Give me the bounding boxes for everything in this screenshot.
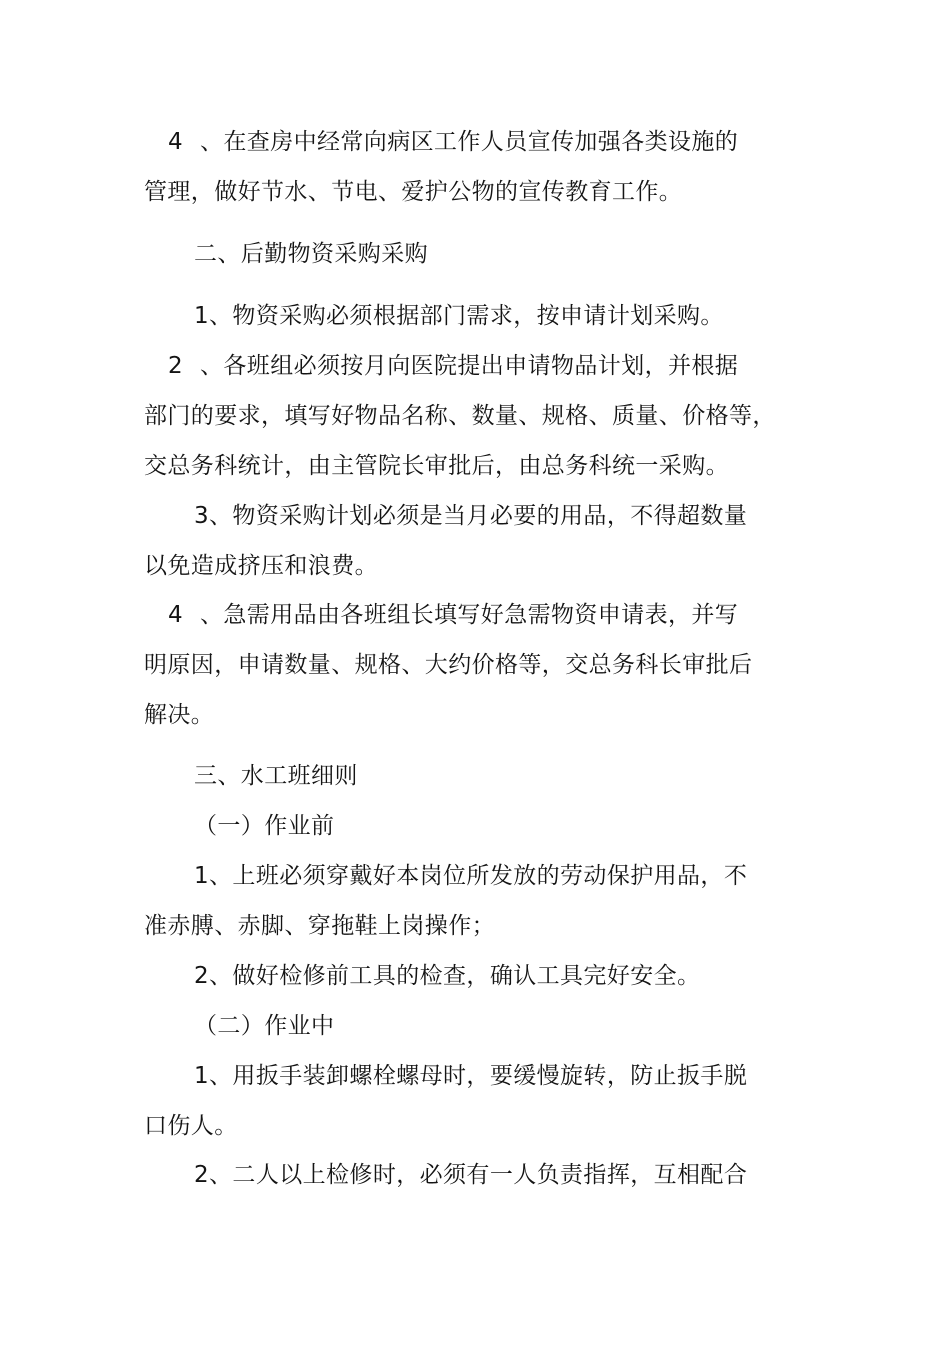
line-text: （一）作业前 — [194, 813, 335, 839]
subsection-heading — [194, 1011, 814, 1041]
paragraph-line — [194, 961, 814, 991]
line-text: 1、物资采购必须根据部门需求，按申请计划采购。 — [194, 303, 724, 329]
line-text: 管理，做好节水、节电、爱护公物的宣传教育工作。 — [144, 179, 683, 205]
line-text: 解决。 — [144, 702, 215, 728]
paragraph-line — [194, 1160, 814, 1190]
section-heading — [194, 761, 814, 791]
paragraph-line — [144, 650, 764, 680]
line-text: 二、后勤物资采购采购 — [194, 241, 428, 267]
paragraph-line — [144, 451, 764, 481]
line-text: 口伤人。 — [144, 1113, 238, 1139]
paragraph-line — [194, 501, 814, 531]
paragraph-line — [144, 911, 764, 941]
line-text: 三、水工班细则 — [194, 763, 358, 789]
line-text: 以免造成挤压和浪费。 — [144, 553, 378, 579]
paragraph-line — [144, 127, 764, 157]
item-number: 4 — [168, 129, 184, 155]
item-number: 4 — [168, 602, 184, 628]
line-text: 2、二人以上检修时，必须有一人负责指挥，互相配合 — [194, 1162, 748, 1188]
line-text: 1、用扳手装卸螺栓螺母时，要缓慢旋转，防止扳手脱 — [194, 1063, 748, 1089]
section-heading — [194, 239, 814, 269]
line-text: 交总务科统计，由主管院长审批后，由总务科统一采购。 — [144, 453, 729, 479]
paragraph-line — [194, 861, 814, 891]
line-text: 2、做好检修前工具的检查，确认工具完好安全。 — [194, 963, 701, 989]
paragraph-line — [144, 700, 764, 730]
line-text: 、急需用品由各班组长填写好急需物资申请表，并写 — [200, 602, 739, 628]
line-text: 明原因，申请数量、规格、大约价格等，交总务科长审批后 — [144, 652, 753, 678]
line-text: 1、上班必须穿戴好本岗位所发放的劳动保护用品，不 — [194, 863, 748, 889]
paragraph-line — [144, 1111, 764, 1141]
paragraph-line — [144, 351, 764, 381]
paragraph-line — [144, 401, 776, 431]
paragraph-line — [144, 600, 764, 630]
line-text: 3、物资采购计划必须是当月必要的用品，不得超数量 — [194, 503, 748, 529]
line-text: 、在查房中经常向病区工作人员宣传加强各类设施的 — [200, 129, 739, 155]
line-text: 部门的要求，填写好物品名称、数量、规格、质量、价格等， — [144, 403, 776, 429]
paragraph-line — [144, 551, 764, 581]
item-number: 2 — [168, 353, 184, 379]
paragraph-line — [194, 301, 814, 331]
line-text: （二）作业中 — [194, 1013, 335, 1039]
subsection-heading — [194, 811, 814, 841]
paragraph-line — [144, 177, 764, 207]
line-text: 、各班组必须按月向医院提出申请物品计划，并根据 — [200, 353, 739, 379]
paragraph-line — [194, 1061, 814, 1091]
line-text: 准赤膊、赤脚、穿拖鞋上岗操作； — [144, 913, 495, 939]
